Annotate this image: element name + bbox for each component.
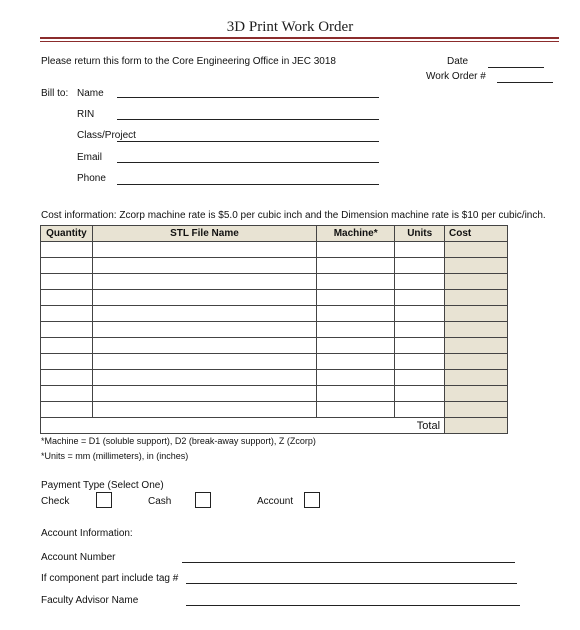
title-rule-top: [40, 37, 559, 39]
cash-label: Cash: [148, 496, 172, 507]
cost-information-text: Cost information: Zcorp machine rate is $5.0 per cubic inch and the Dimension machine rate is $10 per cubic/inch.: [41, 210, 546, 221]
date-label: Date: [447, 56, 469, 67]
units-cell[interactable]: [395, 370, 445, 386]
account-number-field[interactable]: [182, 562, 515, 563]
account-checkbox[interactable]: [304, 492, 320, 508]
units-cell[interactable]: [395, 258, 445, 274]
machine-cell[interactable]: [316, 242, 394, 258]
table-row: [41, 274, 508, 290]
quantity-cell[interactable]: [41, 402, 93, 418]
stl-file-cell[interactable]: [92, 322, 316, 338]
units-cell[interactable]: [395, 354, 445, 370]
machine-cell[interactable]: [316, 354, 394, 370]
quantity-cell[interactable]: [41, 322, 93, 338]
quantity-cell[interactable]: [41, 258, 93, 274]
cost-cell[interactable]: [445, 338, 508, 354]
quantity-cell[interactable]: [41, 354, 93, 370]
machine-header: Machine*: [316, 226, 394, 242]
class-project-field[interactable]: [117, 141, 379, 142]
units-cell[interactable]: [395, 338, 445, 354]
name-label: Name: [77, 88, 104, 99]
cost-cell[interactable]: [445, 354, 508, 370]
payment-type-label: Payment Type (Select One): [41, 480, 164, 491]
name-field[interactable]: [117, 97, 379, 98]
units-cell[interactable]: [395, 274, 445, 290]
stl-file-cell[interactable]: [92, 370, 316, 386]
component-tag-label: If component part include tag #: [41, 573, 179, 584]
stl-file-cell[interactable]: [92, 354, 316, 370]
account-number-label: Account Number: [41, 552, 116, 563]
total-cost-cell[interactable]: [445, 418, 508, 434]
bill-to-label: Bill to:: [41, 88, 69, 99]
cost-cell[interactable]: [445, 306, 508, 322]
table-row: [41, 386, 508, 402]
cost-cell[interactable]: [445, 242, 508, 258]
component-tag-field[interactable]: [186, 583, 517, 584]
cost-cell[interactable]: [445, 402, 508, 418]
quantity-cell[interactable]: [41, 386, 93, 402]
work-order-label: Work Order #: [426, 71, 486, 82]
stl-file-cell[interactable]: [92, 242, 316, 258]
cost-cell[interactable]: [445, 274, 508, 290]
cost-header: Cost: [445, 226, 508, 242]
check-checkbox[interactable]: [96, 492, 112, 508]
stl-file-cell[interactable]: [92, 290, 316, 306]
stl-file-name-header: STL File Name: [92, 226, 316, 242]
form-title: 3D Print Work Order: [226, 19, 354, 35]
account-information-heading: Account Information:: [41, 528, 133, 539]
table-row: [41, 242, 508, 258]
units-cell[interactable]: [395, 386, 445, 402]
table-row: [41, 322, 508, 338]
table-row: [41, 258, 508, 274]
title-rule-bottom: [40, 41, 559, 42]
phone-label: Phone: [77, 173, 106, 184]
machine-cell[interactable]: [316, 274, 394, 290]
table-row: [41, 338, 508, 354]
faculty-advisor-field[interactable]: [186, 605, 520, 606]
account-label: Account: [257, 496, 294, 507]
machine-note: *Machine = D1 (soluble support), D2 (break-away support), Z (Zcorp): [41, 436, 316, 446]
cost-cell[interactable]: [445, 322, 508, 338]
machine-cell[interactable]: [316, 290, 394, 306]
cost-cell[interactable]: [445, 370, 508, 386]
rin-field[interactable]: [117, 119, 379, 120]
quantity-cell[interactable]: [41, 274, 93, 290]
stl-file-cell[interactable]: [92, 258, 316, 274]
total-row: [41, 418, 508, 434]
table-row: [41, 306, 508, 322]
units-cell[interactable]: [395, 322, 445, 338]
stl-file-cell[interactable]: [92, 274, 316, 290]
order-items-table: [40, 225, 508, 434]
stl-file-cell[interactable]: [92, 306, 316, 322]
units-header: Units: [395, 226, 445, 242]
class-project-label: Class/Project: [77, 130, 136, 141]
cash-checkbox[interactable]: [195, 492, 211, 508]
stl-file-cell[interactable]: [92, 338, 316, 354]
quantity-cell[interactable]: [41, 242, 93, 258]
machine-cell[interactable]: [316, 386, 394, 402]
table-row: [41, 370, 508, 386]
instruction-text: Please return this form to the Core Engineering Office in JEC 3018: [41, 56, 336, 67]
total-label: Total: [41, 418, 445, 434]
stl-file-cell[interactable]: [92, 386, 316, 402]
quantity-header: Quantity: [41, 226, 93, 242]
machine-cell[interactable]: [316, 338, 394, 354]
machine-cell[interactable]: [316, 322, 394, 338]
table-row: [41, 402, 508, 418]
cost-cell[interactable]: [445, 258, 508, 274]
cost-cell[interactable]: [445, 290, 508, 306]
units-note: *Units = mm (millimeters), in (inches): [41, 451, 189, 461]
phone-field[interactable]: [117, 184, 379, 185]
machine-cell[interactable]: [316, 402, 394, 418]
quantity-cell[interactable]: [41, 306, 93, 322]
rin-label: RIN: [77, 109, 95, 120]
check-label: Check: [41, 496, 70, 507]
table-header-row: [41, 226, 508, 242]
units-cell[interactable]: [395, 402, 445, 418]
cost-cell[interactable]: [445, 386, 508, 402]
table-row: [41, 354, 508, 370]
email-label: Email: [77, 152, 103, 163]
quantity-cell[interactable]: [41, 290, 93, 306]
table-row: [41, 290, 508, 306]
units-cell[interactable]: [395, 242, 445, 258]
machine-cell[interactable]: [316, 258, 394, 274]
faculty-advisor-label: Faculty Advisor Name: [41, 595, 139, 606]
stl-file-cell[interactable]: [92, 402, 316, 418]
units-cell[interactable]: [395, 290, 445, 306]
units-cell[interactable]: [395, 306, 445, 322]
machine-cell[interactable]: [316, 306, 394, 322]
machine-cell[interactable]: [316, 370, 394, 386]
quantity-cell[interactable]: [41, 370, 93, 386]
quantity-cell[interactable]: [41, 338, 93, 354]
date-field[interactable]: [488, 67, 544, 68]
work-order-field[interactable]: [497, 82, 553, 83]
email-field[interactable]: [117, 162, 379, 163]
